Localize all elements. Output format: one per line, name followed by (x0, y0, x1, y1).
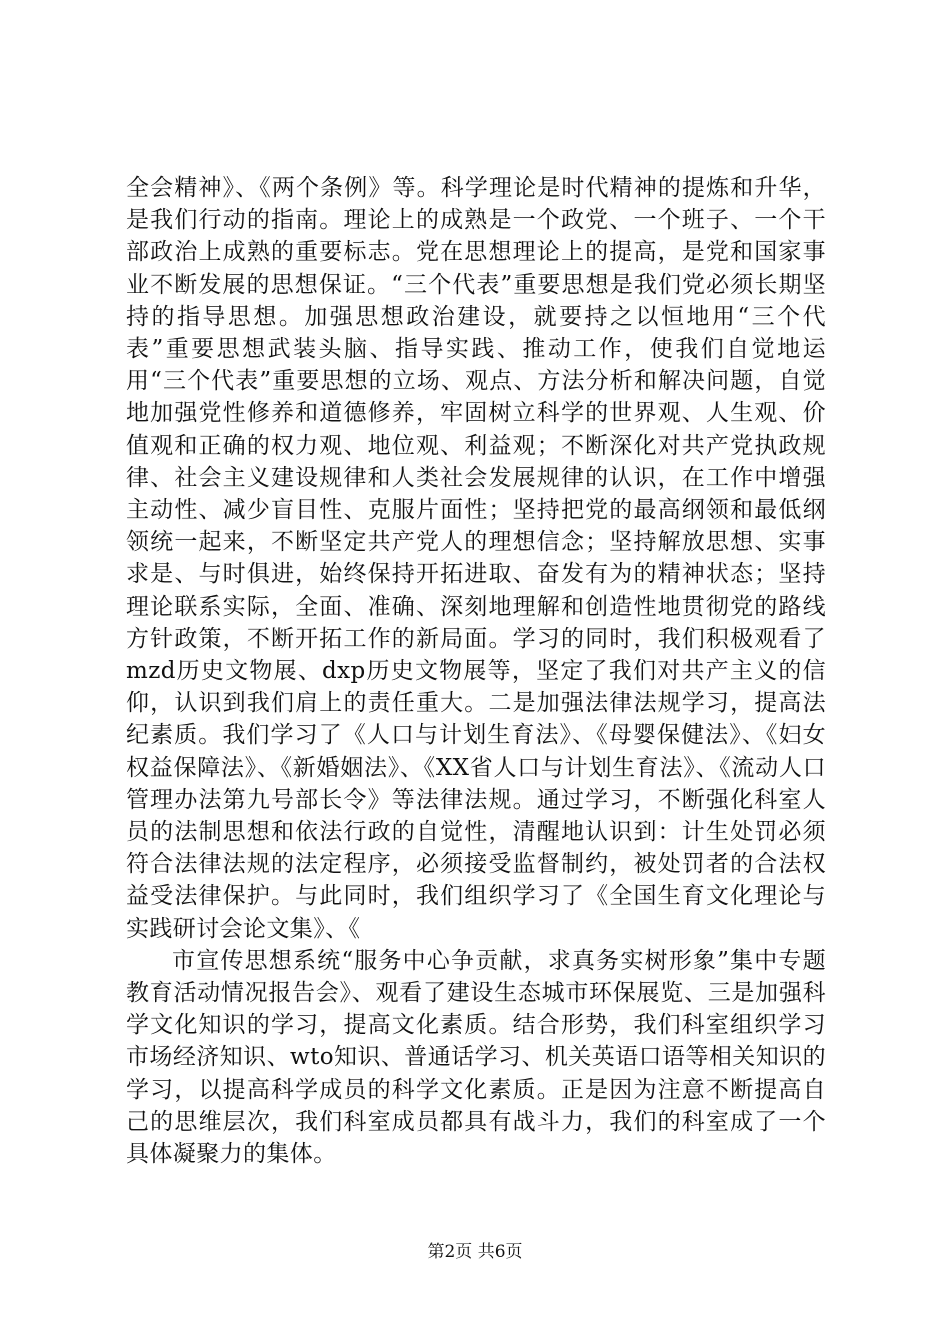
paragraph-continuation: 全会精神》、《两个条例》等。科学理论是时代精神的提炼和升华，是我们行动的指南。理论上的成熟是一个政党、一个班子、一个干部政治上成熟的重要标志。党在思想理论上的提高，是党和国家事业不断发展的思想保证。“三个代表”重要思想是我们党必须长期坚持的指导思想。加强思想政治建设，就要持之以恒地用“三个代表”重要思想武装头脑、指导实践、推动工作，使我们自觉地运用“三个代表”重要思想的立场、观点、方法分析和解决问题，自觉地加强党性修养和道德修养，牢固树立科学的世界观、人生观、价值观和正确的权力观、地位观、利益观；不断深化对共产党执政规律、社会主义建设规律和人类社会发展规律的认识，在工作中增强主动性、减少盲目性、克服片面性；坚持把党的最高纲领和最低纲领统一起来，不断坚定共产党人的理想信念；坚持解放思想、实事求是、与时俱进，始终保持开拓进取、奋发有为的精神状态；坚持理论联系实际，全面、准确、深刻地理解和创造性地贯彻党的路线方针政策，不断开拓工作的新局面。学习的同时，我们积极观看了mzd历史文物展、dxp历史文物展等，坚定了我们对共产主义的信仰，认识到我们肩上的责任重大。二是加强法律法规学习，提高法纪素质。我们学习了《人口与计划生育法》、《母婴保健法》、《妇女权益保障法》、《新婚姻法》、《XX省人口与计划生育法》、《流动人口管理办法第九号部长令》等法律法规。通过学习，不断强化科室人员的法制思想和依法行政的自觉性，清醒地认识到：计生处罚必须符合法律法规的法定程序，必须接受监督制约，被处罚者的合法权益受法律保护。与此同时，我们组织学习了《全国生育文化理论与实践研讨会论文集》、《 (126, 175, 826, 942)
paragraph-second: 市宣传思想系统“服务中心争贡献，求真务实树形象”集中专题教育活动情况报告会》、观看了建设生态城市环保展览、三是加强科学文化知识的学习，提高文化素质。结合形势，我们科室组织学习市场经济知识、wto知识、普通话学习、机关英语口语等相关知识的学习，以提高科学成员的科学文化素质。正是因为注意不断提高自己的思维层次，我们科室成员都具有战斗力，我们的科室成了一个具体凝聚力的集体。 (126, 947, 826, 1168)
page-number-indicator: 第2页 共6页 (427, 1242, 523, 1262)
document-body (126, 172, 826, 1170)
page-footer (0, 1237, 950, 1262)
